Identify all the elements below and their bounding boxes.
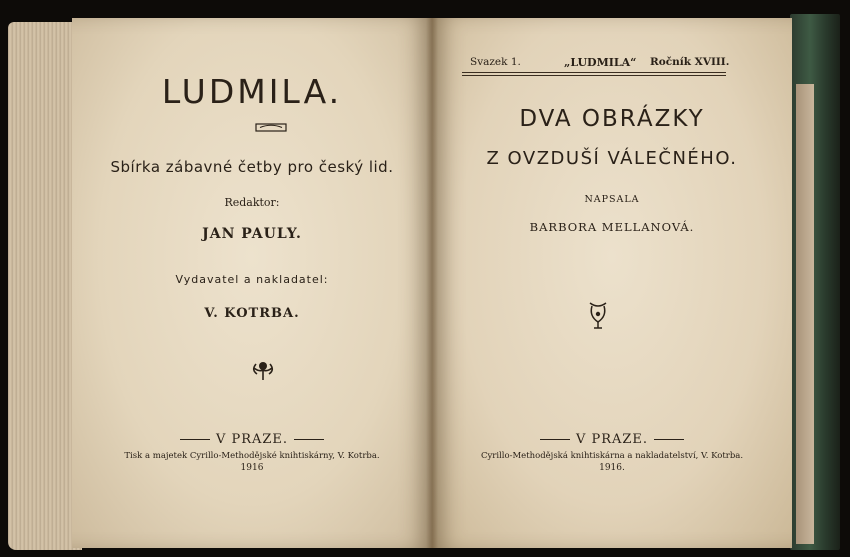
book-board [796,84,814,544]
left-printer-line: Tisk a majetek Cyrillo-Methodějské knihtiskárny, V. Kotrba. [124,451,380,461]
editor-label: Redaktor: [224,196,280,209]
volume-year: Ročník XVIII. [650,56,730,68]
left-year: 1916 [240,463,264,473]
publisher-label: Vydavatel a nakladatel: [175,273,329,286]
right-city: V PRAZE. [432,432,792,447]
ornament-icon [255,122,287,134]
byline-label: NAPSALA [584,194,640,205]
right-title: DVA OBRÁZKY [519,106,705,132]
editor-name: JAN PAULY. [202,226,302,242]
magazine-name: „LUDMILA“ [564,56,637,69]
volume-number: Svazek 1. [470,56,521,68]
lyre-ornament-icon [587,300,609,330]
left-subtitle: Sbírka zábavné četby pro český lid. [110,158,394,176]
left-city: V PRAZE. [72,432,432,447]
header-rule [462,72,726,73]
right-subtitle: Z OVZDUŠÍ VÁLEČNÉHO. [486,148,738,169]
publisher-name: V. KOTRBA. [204,306,300,321]
floral-ornament-icon [248,358,278,382]
left-title: LUDMILA. [161,72,343,111]
right-year: 1916. [599,463,625,473]
right-printer-line: Cyrillo-Methodějská knihtiskárna a nakladatelství, V. Kotrba. [480,451,744,461]
header-rule [462,75,726,76]
author-name: BARBORA MELLANOVÁ. [529,220,695,234]
page-edges [8,22,82,550]
